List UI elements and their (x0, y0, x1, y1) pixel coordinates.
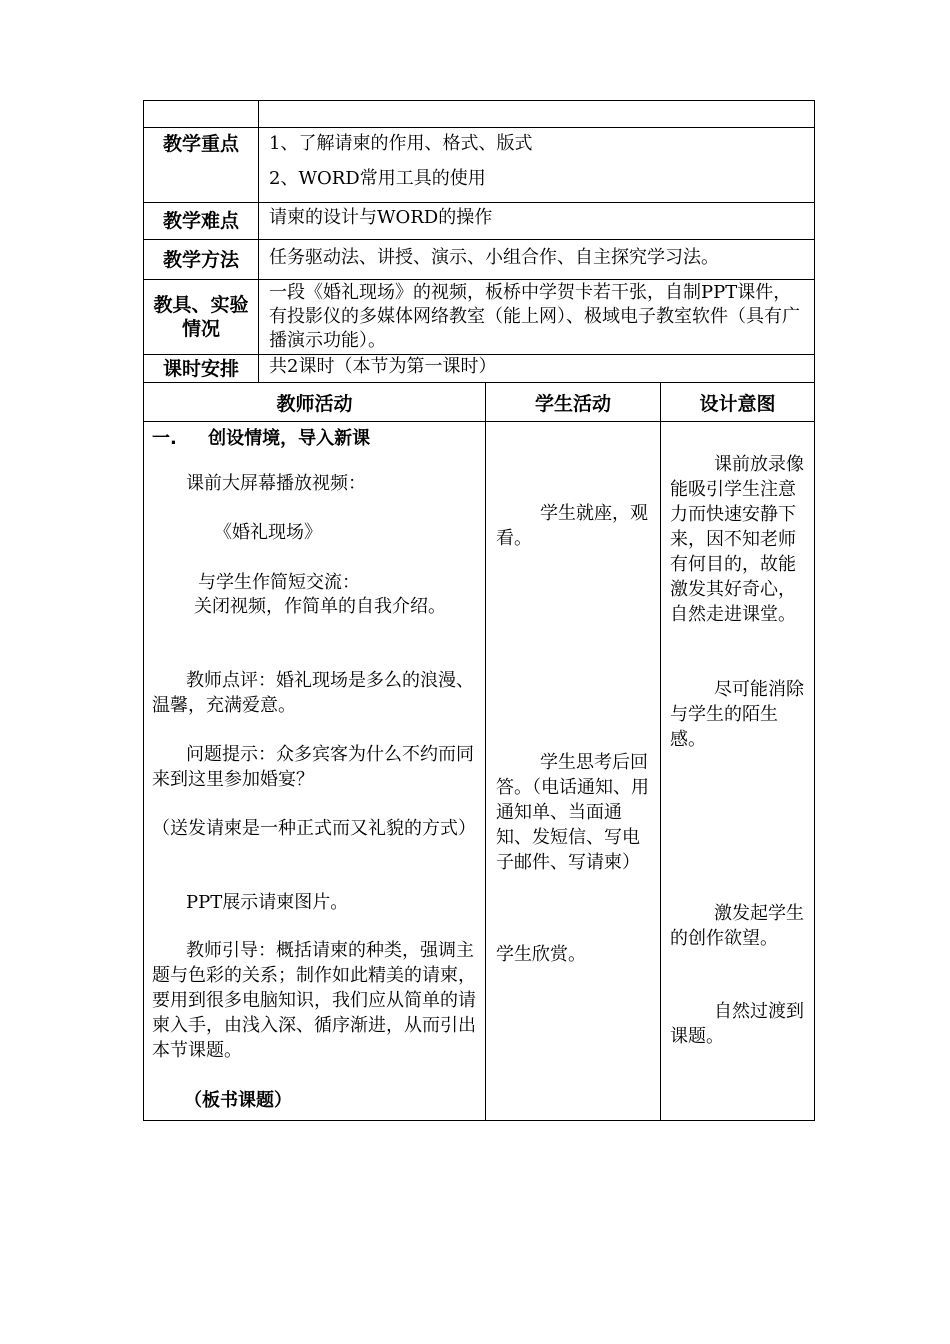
row-label: 课时安排 (144, 355, 259, 382)
focus-line-2: 2、WORD常用工具的使用 (269, 168, 486, 189)
row-value: 任务驱动法、讲授、演示、小组合作、自主探究学习法。 (269, 247, 719, 268)
teacher-paragraph: 与学生作简短交流： (198, 572, 360, 593)
teacher-paragraph-board-title: （板书课题） (184, 1090, 292, 1111)
empty-row (144, 101, 814, 127)
header-design-intent: 设计意图 (699, 392, 776, 415)
teacher-paragraph: 《婚礼现场》 (214, 522, 322, 543)
teacher-paragraph: （送发请柬是一种正式而又礼貌的方式） (152, 818, 476, 839)
teacher-paragraph: 教师引导：概括请柬的种类，强调主题与色彩的关系；制作如此精美的请柬，要用到很多电脑知识，我们应从简单的请柬入手，由浅入深、循序渐进，从而引出本节课题。 (152, 940, 476, 1061)
lesson-plan-table (143, 100, 815, 1121)
row-value: 一段《婚礼现场》的视频，板桥中学贺卡若干张，自制PPT课件，有投影仪的多媒体网络教室（能上网）、极域电子教室软件（具有广播演示功能）。 (269, 282, 800, 351)
row-label: 教学重点 (144, 128, 259, 202)
section-title: 一. 创设情境，导入新课 (152, 428, 371, 449)
row-teaching-method (144, 239, 814, 279)
student-paragraph: 学生思考后回答。（电话通知、用通知单、当面通知、发短信、写电子邮件、写请柬） (496, 752, 649, 873)
teacher-activity-cell (144, 422, 486, 1120)
row-label (144, 101, 259, 127)
student-paragraph: 学生欣赏。 (496, 944, 586, 965)
row-equipment (144, 279, 814, 354)
student-paragraph: 学生就座，观看。 (496, 503, 648, 549)
row-label: 教学难点 (144, 203, 259, 239)
activity-header-row (144, 382, 814, 421)
design-intent-cell (661, 422, 814, 1120)
row-label: 教具、实验情况 (144, 280, 259, 354)
focus-line-1: 1、了解请柬的作用、格式、版式 (269, 133, 533, 154)
intent-paragraph: 激发起学生的创作欲望。 (670, 903, 804, 949)
row-teaching-difficulty (144, 202, 814, 239)
row-label: 教学方法 (144, 240, 259, 279)
teacher-paragraph: 关闭视频，作简单的自我介绍。 (194, 596, 446, 617)
teacher-paragraph: 问题提示：众多宾客为什么不约而同来到这里参加婚宴？ (152, 744, 474, 790)
teacher-paragraph: 教师点评：婚礼现场是多么的浪漫、温馨，充满爱意。 (152, 670, 474, 716)
header-student-activity: 学生活动 (486, 383, 661, 421)
row-schedule (144, 354, 814, 382)
row-value (259, 101, 814, 127)
row-value (259, 128, 814, 202)
header-teacher-activity: 教师活动 (144, 383, 486, 421)
activity-body-row (144, 421, 814, 1120)
row-teaching-focus (144, 127, 814, 202)
row-value: 共2课时（本节为第一课时） (269, 356, 497, 377)
teacher-paragraph: 课前大屏幕播放视频： (186, 473, 366, 494)
row-value: 请柬的设计与WORD的操作 (269, 207, 493, 228)
teacher-paragraph: PPT展示请柬图片。 (186, 892, 349, 913)
student-activity-cell (486, 422, 661, 1120)
intent-paragraph: 自然过渡到课题。 (670, 1001, 804, 1047)
intent-paragraph: 课前放录像能吸引学生注意力而快速安静下来，因不知老师有何目的，故能激发其好奇心，自然走进课堂。 (670, 454, 804, 625)
intent-paragraph: 尽可能消除与学生的陌生感。 (670, 679, 804, 750)
